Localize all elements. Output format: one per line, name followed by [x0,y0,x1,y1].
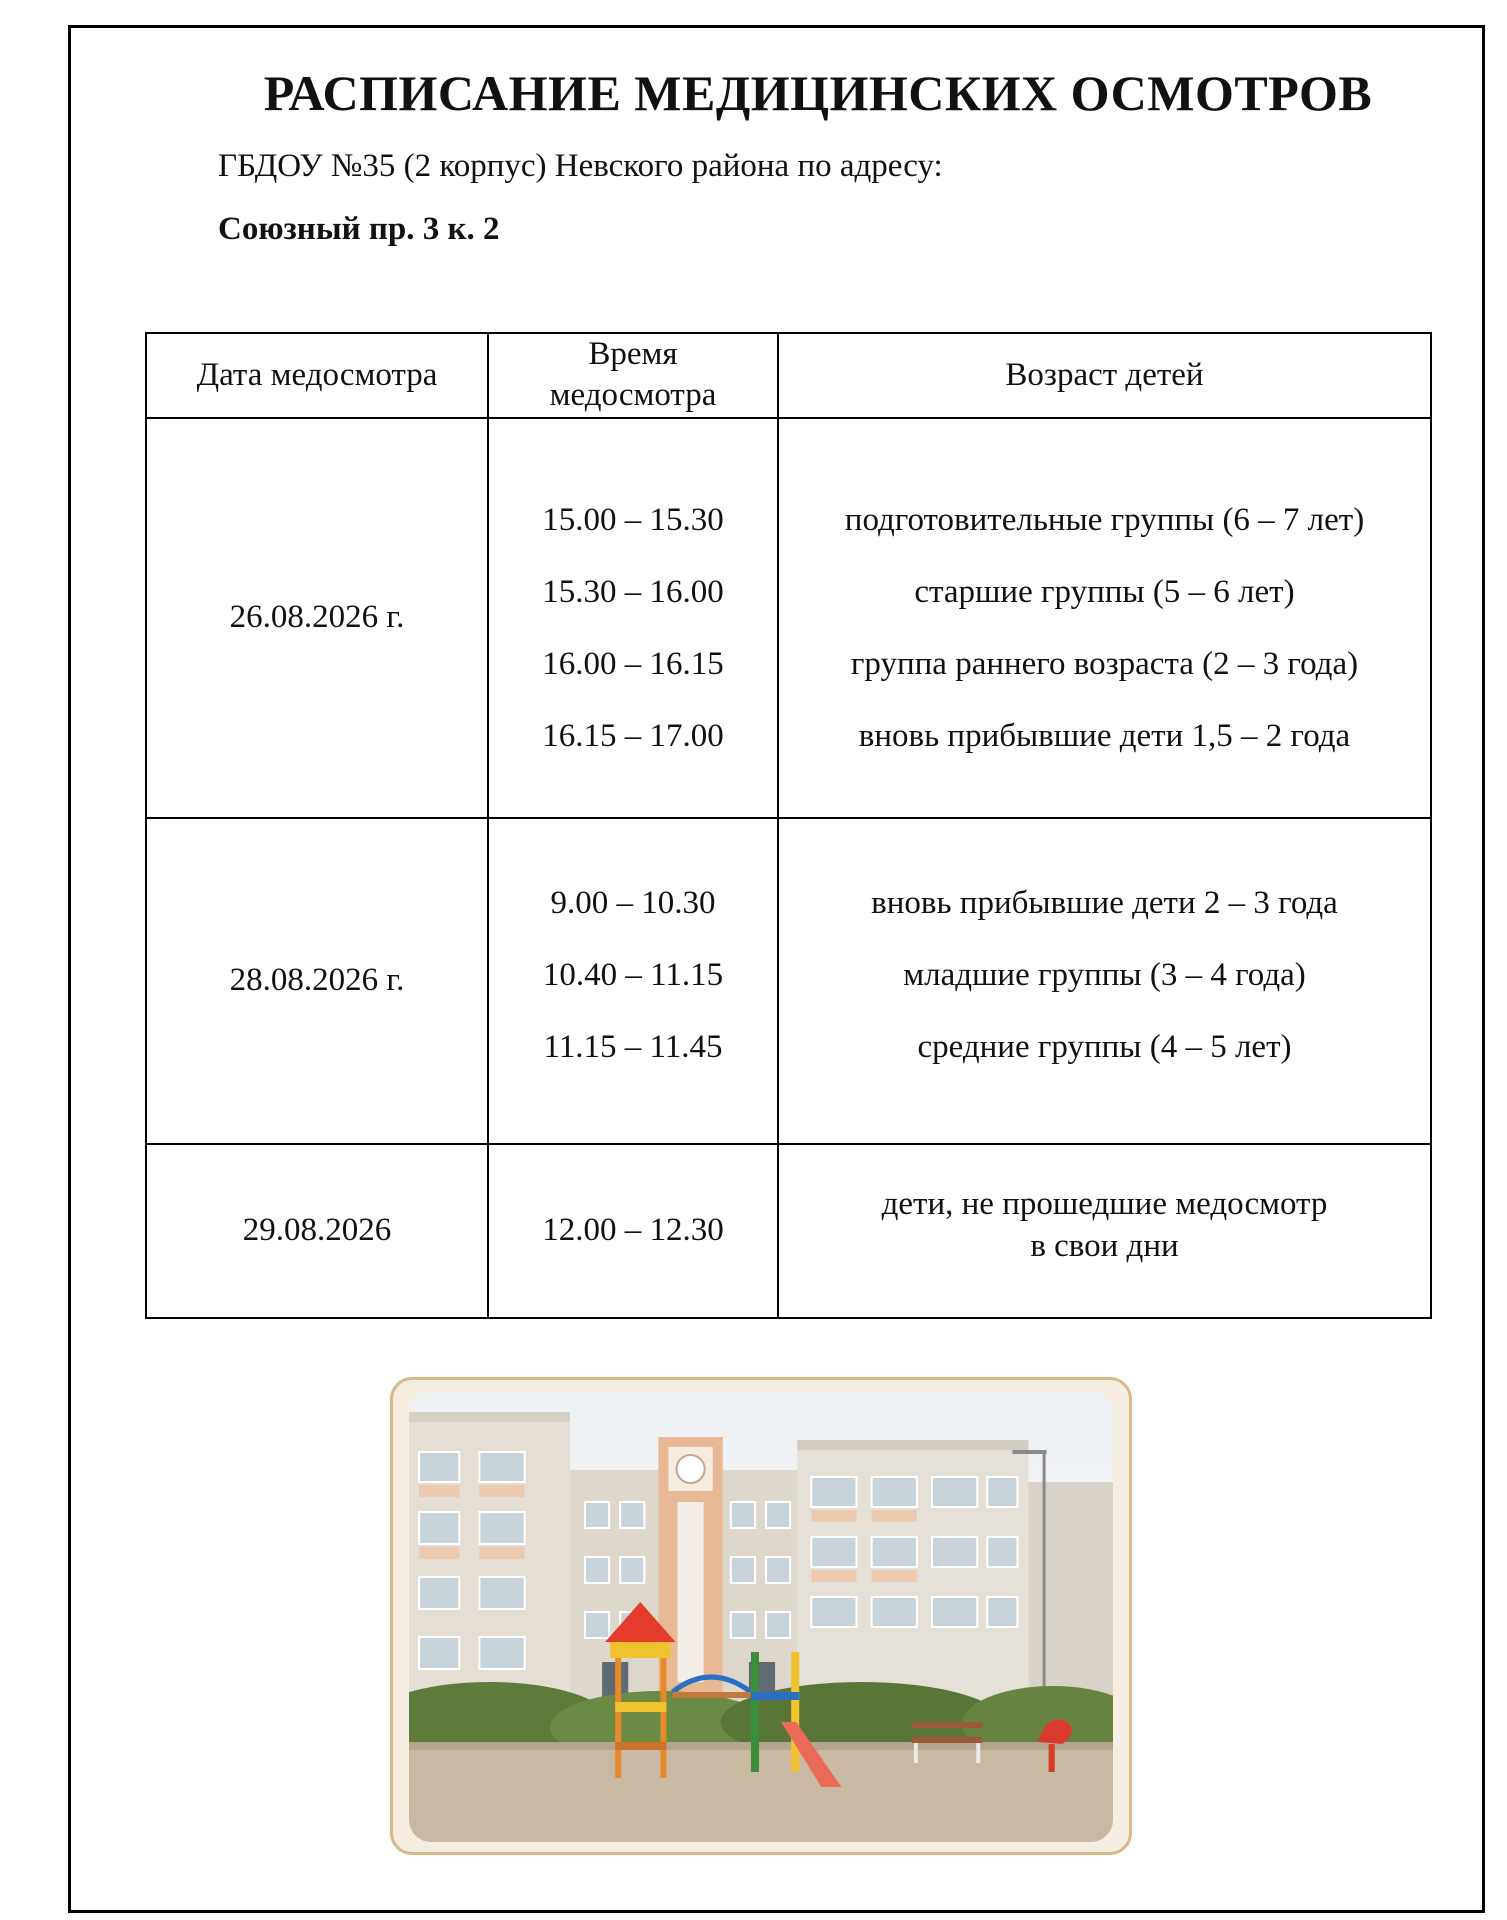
age-group-line1: дети, не прошедшие медосмотр [881,1185,1328,1222]
time-slot: 16.15 – 17.00 [542,717,724,754]
age-group-line2: в свои дни [1030,1227,1179,1264]
time-slot: 16.00 – 16.15 [542,645,724,682]
age-group: вновь прибывшие дети 2 – 3 года [871,884,1338,921]
time-cell: 12.00 – 12.30 [488,1144,778,1318]
age-group: средние группы (4 – 5 лет) [917,1028,1292,1065]
time-cell [488,418,778,818]
table-header-row [146,333,1431,418]
kindergarten-building-image [409,1392,1113,1842]
schedule-table [145,332,1432,1319]
age-cell [778,418,1431,818]
document-title: РАСПИСАНИЕ МЕДИЦИНСКИХ ОСМОТРОВ [263,65,1373,121]
table-row [146,418,1431,818]
time-slot: 11.15 – 11.45 [543,1028,723,1065]
building-photo [409,1392,1113,1842]
building-photo-frame [390,1377,1132,1855]
time-slot: 15.00 – 15.30 [542,501,724,538]
time-slot: 15.30 – 16.00 [542,573,724,610]
age-cell [778,1144,1431,1318]
header-time-line1: Время [588,336,678,372]
header-age: Возраст детей [778,333,1431,418]
age-group: младшие группы (3 – 4 года) [903,956,1306,993]
time-slot: 9.00 – 10.30 [550,884,716,921]
age-group: вновь прибывшие дети 1,5 – 2 года [858,717,1351,754]
header-date: Дата медосмотра [146,333,488,418]
table-row [146,1144,1431,1318]
table-row [146,818,1431,1144]
date-cell: 26.08.2026 г. [146,418,488,818]
age-group: старшие группы (5 – 6 лет) [914,573,1295,610]
header-time [488,333,778,418]
age-cell [778,818,1431,1144]
time-slot: 10.40 – 11.15 [542,956,724,993]
time-cell [488,818,778,1144]
institution-line: ГБДОУ №35 (2 корпус) Невского района по адресу: [218,148,943,184]
date-cell: 29.08.2026 [146,1144,488,1318]
age-group: подготовительные группы (6 – 7 лет) [844,501,1365,538]
age-group: группа раннего возраста (2 – 3 года) [850,645,1359,682]
header-time-line2: медосмотра [549,377,717,414]
address-line: Союзный пр. 3 к. 2 [218,211,500,247]
date-cell: 28.08.2026 г. [146,818,488,1144]
